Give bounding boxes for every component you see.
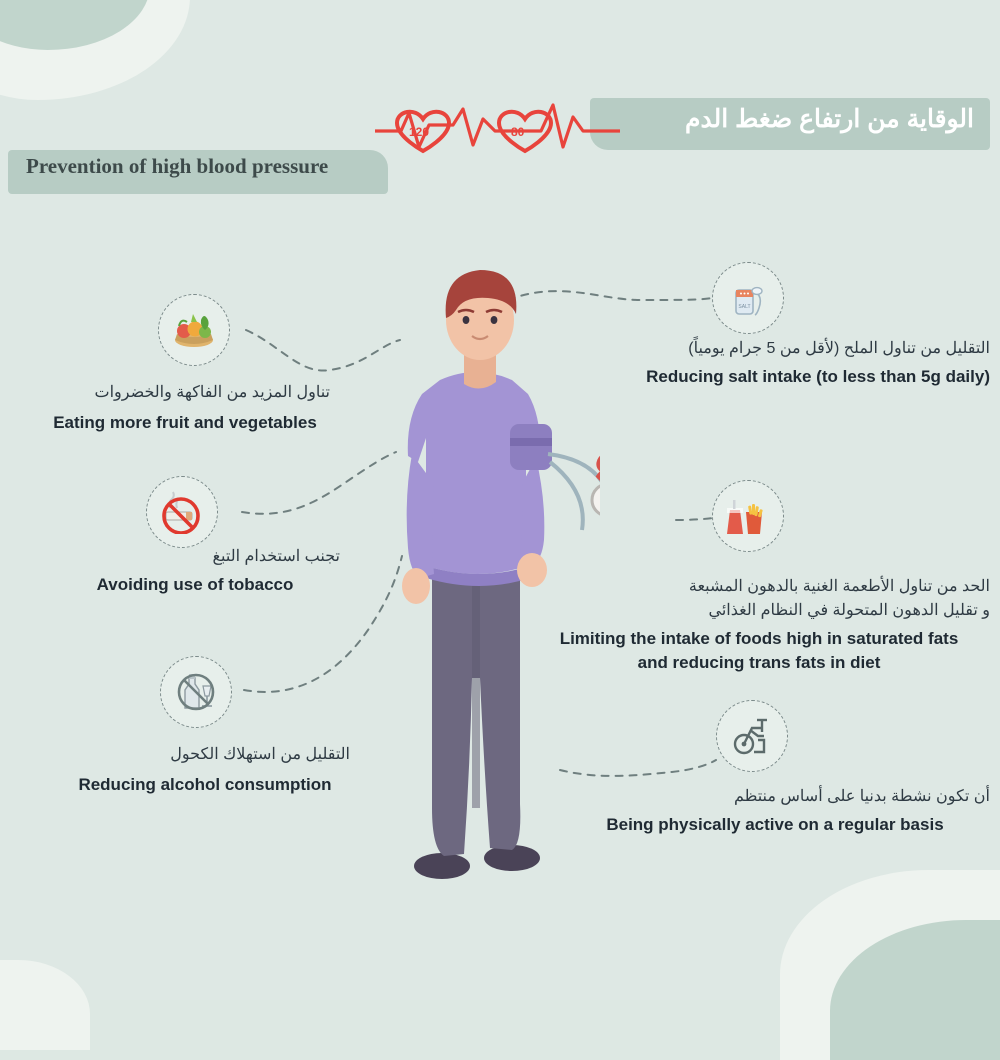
item-alcohol-label-ar: التقليل من استهلاك الكحول [170,746,350,763]
item-tobacco-label-en: Avoiding use of tobacco [96,575,294,594]
item-tobacco-label-ar: تجنب استخدام التبغ [212,548,340,565]
item-fruit-vegetables-label-en: Eating more fruit and vegetables [53,413,317,432]
item-fruit-vegetables-label-ar: تناول المزيد من الفاكهة والخضروات [94,384,330,401]
svg-text:SALT: SALT [738,304,751,310]
man-with-blood-pressure-cuff-illustration [360,248,600,888]
no-smoking-icon [146,476,218,548]
ecg-systolic-value: 120 [409,125,430,139]
page-title-english: Prevention of high blood pressure [26,154,329,178]
item-salt-label-en: Reducing salt intake (to less than 5g daily) [646,367,990,386]
item-saturated-fats-label-en-line1: Limiting the intake of foods high in saturated fats [559,629,959,648]
item-physical-activity-label-ar: أن تكون نشطة بدنيا على أساس منتظم [733,788,990,805]
fast-food-icon [712,480,784,552]
item-saturated-fats-label-ar-line2: و تقليل الدهون المتحولة في النظام الغذائي [708,602,990,619]
item-saturated-fats-label-ar-line1: الحد من تناول الأطعمة الغنية بالدهون المشبعة [688,578,990,595]
item-saturated-fats-label-en-line2: and reducing trans fats in diet [637,653,881,672]
salt-shaker-icon [712,262,784,334]
item-alcohol-label-en: Reducing alcohol consumption [78,775,332,794]
item-salt-label-ar: التقليل من تناول الملح (لأقل من 5 جرام يومياً) [688,340,990,357]
fruits-vegetables-icon [158,294,230,366]
page-title-arabic: الوقاية من ارتفاع ضغط الدم [685,105,974,133]
no-alcohol-icon [160,656,232,728]
item-physical-activity-label-en: Being physically active on a regular basis [606,815,944,834]
exercise-bike-icon [716,700,788,772]
ecg-diastolic-value: 80 [511,125,525,139]
